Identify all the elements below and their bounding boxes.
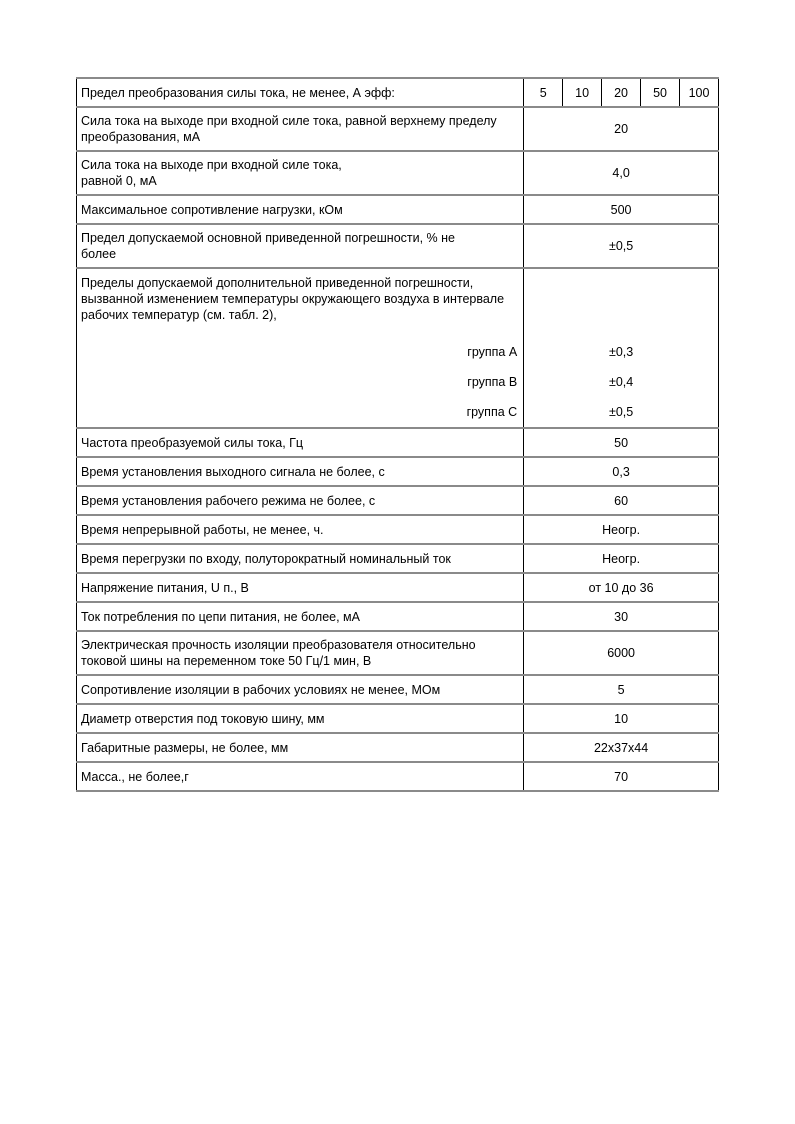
- table-row: [77, 675, 719, 704]
- table-row: [77, 631, 719, 675]
- range-cell: 50: [641, 78, 680, 107]
- table-row: [77, 515, 719, 544]
- specifications-table: [76, 77, 719, 792]
- table-row: [77, 457, 719, 486]
- param-cell: Диаметр отверстия под токовую шину, мм: [77, 704, 524, 733]
- range-cell: 10: [563, 78, 602, 107]
- value-cell: 500: [524, 195, 719, 224]
- table-row: [77, 704, 719, 733]
- table-row-header: [77, 78, 719, 107]
- param-cell: Время установления выходного сигнала не более, с: [77, 457, 524, 486]
- table-row: [77, 151, 719, 195]
- conversion-limit-label: Предел преобразования силы тока, не менее, А эфф:: [77, 78, 524, 107]
- param-cell: [77, 151, 524, 195]
- param-cell: Время перегрузки по входу, полуторократный номинальный ток: [77, 544, 524, 573]
- group-c-label: группа С: [466, 405, 518, 419]
- range-cell: 5: [524, 78, 563, 107]
- range-cell: 100: [680, 78, 719, 107]
- param-text: Сила тока на выходе при входной силе тока, равной 0, мА: [81, 158, 342, 188]
- param-cell: Сила тока на выходе при входной силе тока, равной верхнему пределу преобразования, мА: [77, 107, 524, 151]
- group-b-label: группа В: [467, 375, 518, 389]
- group-c-value: ±0,5: [608, 405, 634, 419]
- spacer: [528, 275, 714, 337]
- value-cell: Неогр.: [524, 515, 719, 544]
- param-cell: Время установления рабочего режима не более, с: [77, 486, 524, 515]
- table-row: [77, 428, 719, 457]
- value-cell: Неогр.: [524, 544, 719, 573]
- table-row: [77, 107, 719, 151]
- temperature-error-label: Пределы допускаемой дополнительной приведенной погрешности, вызванной изменением температуры окружающего воздуха в интервале рабочих температур (см. табл. 2),: [81, 276, 505, 322]
- param-cell: Электрическая прочность изоляции преобразователя относительно токовой шины на переменном токе 50 Гц/1 мин, В: [77, 631, 524, 675]
- group-a-value: ±0,3: [608, 345, 634, 359]
- value-cell: 5: [524, 675, 719, 704]
- value-cell: 60: [524, 486, 719, 515]
- table-row: [77, 544, 719, 573]
- table-row: [77, 486, 719, 515]
- param-cell: Габаритные размеры, не более, мм: [77, 733, 524, 762]
- param-cell: Масса., не более,г: [77, 762, 524, 791]
- param-cell: [77, 224, 524, 268]
- value-cell: 10: [524, 704, 719, 733]
- param-text: Предел допускаемой основной приведенной погрешности, % не более: [81, 231, 455, 261]
- value-cell: 20: [524, 107, 719, 151]
- value-cell: 6000: [524, 631, 719, 675]
- group-b-value: ±0,4: [608, 375, 634, 389]
- value-cell: 70: [524, 762, 719, 791]
- group-a-label: группа А: [467, 345, 518, 359]
- param-cell: Напряжение питания, U п., В: [77, 573, 524, 602]
- param-cell: Сопротивление изоляции в рабочих условиях не менее, МОм: [77, 675, 524, 704]
- table-row: [77, 573, 719, 602]
- range-cell: 20: [602, 78, 641, 107]
- table-row: [77, 602, 719, 631]
- param-cell: Частота преобразуемой силы тока, Гц: [77, 428, 524, 457]
- value-cell: от 10 до 36: [524, 573, 719, 602]
- table-row: [77, 224, 719, 268]
- value-cell: 50: [524, 428, 719, 457]
- table-row-temperature-error: [77, 268, 719, 428]
- param-cell: [77, 268, 524, 428]
- table-row: [77, 733, 719, 762]
- value-cell: [524, 268, 719, 428]
- value-cell: 22x37x44: [524, 733, 719, 762]
- table-row: [77, 195, 719, 224]
- param-cell: Ток потребления по цепи питания, не более, мА: [77, 602, 524, 631]
- value-cell: 4,0: [524, 151, 719, 195]
- param-cell: Время непрерывной работы, не менее, ч.: [77, 515, 524, 544]
- value-cell: 0,3: [524, 457, 719, 486]
- value-cell: 30: [524, 602, 719, 631]
- param-cell: Максимальное сопротивление нагрузки, кОм: [77, 195, 524, 224]
- value-cell: ±0,5: [524, 224, 719, 268]
- table-row: [77, 762, 719, 791]
